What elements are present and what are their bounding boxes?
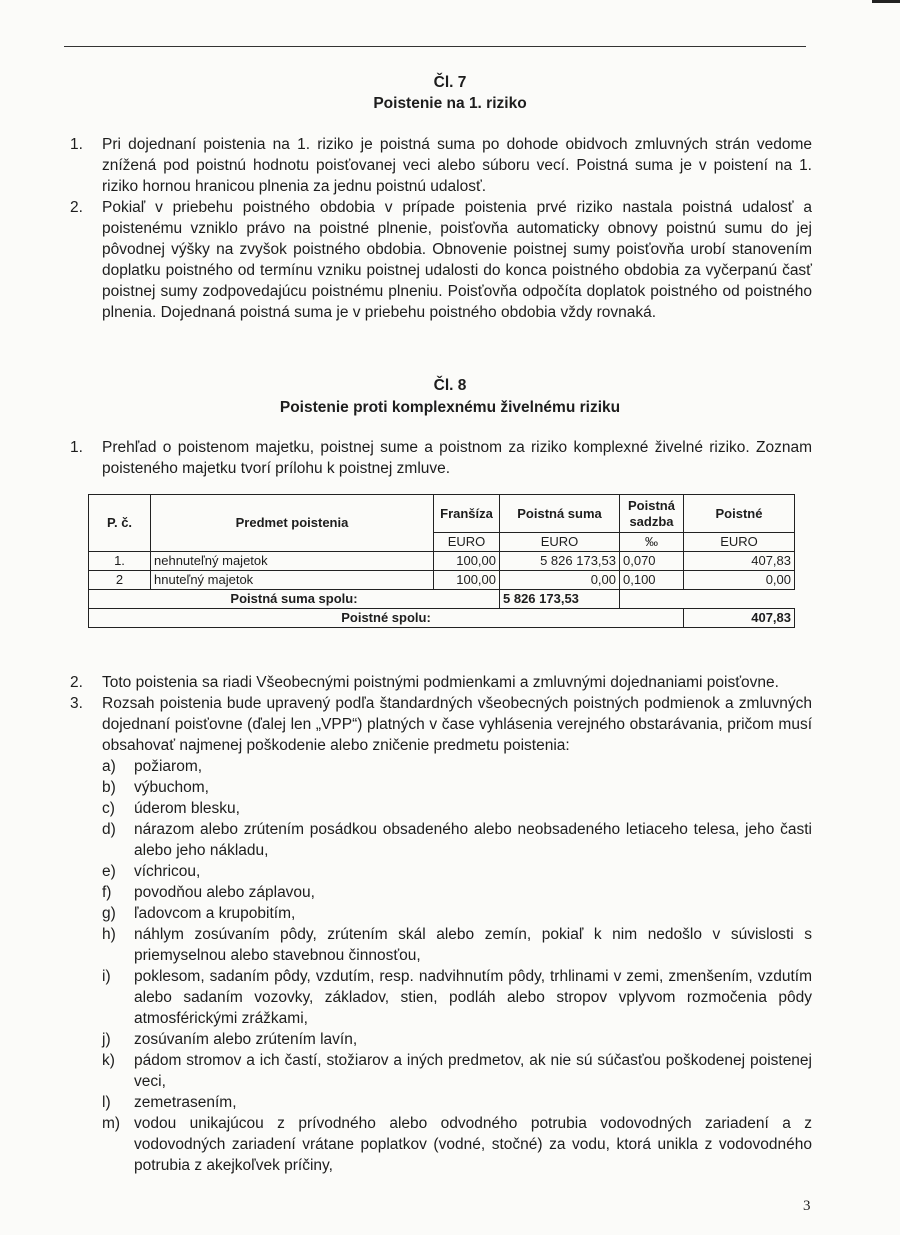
subitem-text: víchricou, (134, 863, 201, 880)
subitem-letter: e) (102, 863, 116, 880)
article-8-list (70, 672, 812, 1176)
subitem (102, 924, 812, 966)
subitem (102, 819, 812, 861)
list-item (70, 134, 812, 197)
cell-subject: hnuteľný majetok (151, 571, 434, 590)
insurance-table (88, 494, 795, 628)
header-subject: Predmet poistenia (151, 495, 434, 552)
subitem (102, 882, 812, 903)
subitem-text: zosúvaním alebo zrútením lavín, (134, 1031, 358, 1048)
subitem-text: povodňou alebo záplavou, (134, 884, 315, 901)
unit-sum: EURO (500, 533, 620, 552)
list-item (70, 197, 812, 323)
subitem-letter: m) (102, 1115, 121, 1132)
header-pc: P. č. (89, 495, 151, 552)
page-number: 3 (803, 1198, 811, 1214)
subitem-letter: g) (102, 905, 116, 922)
scan-edge-mark (872, 0, 900, 3)
subitem-letter: c) (102, 800, 115, 817)
subitem (102, 861, 812, 882)
unit-premium: EURO (684, 533, 795, 552)
header-sum: Poistná suma (500, 495, 620, 533)
empty-cell (620, 590, 795, 609)
list-item (70, 437, 812, 479)
subitem-text: nárazom alebo zrútením posádkou obsadeného alebo neobsadeného letiaceho telesa, jeho časti alebo jeho nákladu, (134, 821, 812, 859)
subitem-letter: h) (102, 926, 116, 943)
header-rule (64, 46, 806, 47)
subitem-letter: a) (102, 758, 116, 775)
subitem-text: pádom stromov a ich častí, stožiarov a iných predmetov, ak nie sú súčasťou poškodenej poistenej veci, (134, 1052, 812, 1090)
cell-sum: 5 826 173,53 (500, 552, 620, 571)
subitem (102, 1050, 812, 1092)
total-premium-label: Poistné spolu: (89, 609, 684, 628)
subitem-letter: k) (102, 1052, 115, 1069)
item-number: 1. (70, 136, 83, 153)
subitem-text: náhlym zosúvaním pôdy, zrútením skál alebo zemín, pokiaľ k nim nedošlo v súvislosti s priemyselnou alebo stavebnou činnosťou, (134, 926, 812, 964)
subitem-text: poklesom, sadaním pôdy, vzdutím, resp. nadvihnutím pôdy, trhlinami v zemi, zmenšením, vzdutím alebo sadaním vozovky, základov, stien, podláh alebo stropov vplyvom rozmočenia pôdy atmosférickými zrážkami, (134, 968, 812, 1027)
header-rate: Poistná sadzba (620, 495, 684, 533)
item-text: Rozsah poistenia bude upravený podľa štandardných všeobecných poistných podmienok a zmluvných dojednaní poisťovne (ďalej len „VPP“) platných v čase vyhlásenia verejného obstarávania, pričom musí obsahovať najmenej poškodenie alebo zničenie predmetu poistenia: (102, 695, 812, 754)
subitem-letter: l) (102, 1094, 111, 1111)
subitem-letter: b) (102, 779, 116, 796)
article-8-title: Poistenie proti komplexnému živelnému riziku (279, 399, 621, 416)
list-item (70, 672, 812, 693)
article-8-number: Čl. 8 (433, 377, 467, 394)
item-number: 3. (70, 695, 83, 712)
subitem (102, 966, 812, 1029)
list-item (70, 693, 812, 1176)
unit-franchise: EURO (434, 533, 500, 552)
subitem-text: ľadovcom a krupobitím, (134, 905, 296, 922)
total-premium-value: 407,83 (684, 609, 795, 628)
cell-premium: 0,00 (684, 571, 795, 590)
total-premium-row (89, 609, 795, 628)
subitem-text: zemetrasením, (134, 1094, 237, 1111)
subitem-letter: d) (102, 821, 116, 838)
article-7-title: Poistenie na 1. riziko (373, 95, 527, 112)
table-row (89, 552, 795, 571)
total-sum-value: 5 826 173,53 (500, 590, 620, 609)
total-sum-label: Poistná suma spolu: (89, 590, 500, 609)
article-8-intro (70, 437, 812, 479)
subitem-text: výbuchom, (134, 779, 209, 796)
article-7-list (70, 134, 812, 323)
subitem-letter: i) (102, 968, 111, 985)
table-row (89, 571, 795, 590)
cell-pc: 1. (89, 552, 151, 571)
subitem-list (102, 756, 812, 1176)
subitem-letter: f) (102, 884, 112, 901)
total-sum-row (89, 590, 795, 609)
subitem (102, 903, 812, 924)
cell-rate: 0,100 (620, 571, 684, 590)
cell-premium: 407,83 (684, 552, 795, 571)
subitem-text: vodou unikajúcou z prívodného alebo odvodného potrubia vodovodných zariadení a z vodovodných zariadení vrátane poplatkov (vodné, stočné) za vodu, ktorá unikla z vodovodného potrubia z akejkoľvek príčiny, (134, 1115, 812, 1174)
subitem (102, 1092, 812, 1113)
item-number: 2. (70, 674, 83, 691)
cell-franchise: 100,00 (434, 552, 500, 571)
article-7-number: Čl. 7 (433, 74, 467, 91)
subitem (102, 798, 812, 819)
subitem (102, 1113, 812, 1176)
cell-pc: 2 (89, 571, 151, 590)
cell-franchise: 100,00 (434, 571, 500, 590)
item-text: Toto poistenia sa riadi Všeobecnými poistnými podmienkami a zmluvnými dojednaniami poisťovne. (102, 674, 779, 691)
subitem-text: požiarom, (134, 758, 203, 775)
item-number: 2. (70, 199, 83, 216)
unit-rate: ‰ (620, 533, 684, 552)
subitem (102, 777, 812, 798)
cell-subject: nehnuteľný majetok (151, 552, 434, 571)
subitem-text: úderom blesku, (134, 800, 240, 817)
subitem-letter: j) (102, 1031, 111, 1048)
cell-rate: 0,070 (620, 552, 684, 571)
cell-sum: 0,00 (500, 571, 620, 590)
subitem (102, 756, 812, 777)
subitem (102, 1029, 812, 1050)
item-text: Prehľad o poistenom majetku, poistnej sume a poistnom za riziko komplexné živelné riziko. Zoznam poisteného majetku tvorí prílohu k poistnej zmluve. (102, 439, 812, 477)
item-number: 1. (70, 439, 83, 456)
item-text: Pokiaľ v priebehu poistného obdobia v prípade poistenia prvé riziko nastala poistná udalosť a poistenému vzniklo právo na poistné plnenie, poisťovňa automaticky obnovy poistnú sumu do jej pôvodnej výšky na zvyšok poistného obdobia. Obnovenie poistnej sumy poisťovňa urobí stanovením doplatku poistného od termínu vzniku poistnej udalosti do konca poistného obdobia za vyčerpanú časť poistnej sumy zodpovedajúcu poistnému plneniu. Poisťovňa odpočíta doplatok poistného od poistného plnenia. Dojednaná poistná suma je v priebehu poistného obdobia vždy rovnaká. (102, 199, 812, 321)
item-text: Pri dojednaní poistenia na 1. riziko je poistná suma po dohode obidvoch zmluvných strán vedome znížená pod poistnú hodnotu poisťovanej veci alebo súboru vecí. Poistná suma je v poistení na 1. riziko hornou hranicou plnenia za jednu poistnú udalosť. (102, 136, 812, 195)
header-franchise: Franšíza (434, 495, 500, 533)
header-premium: Poistné (684, 495, 795, 533)
